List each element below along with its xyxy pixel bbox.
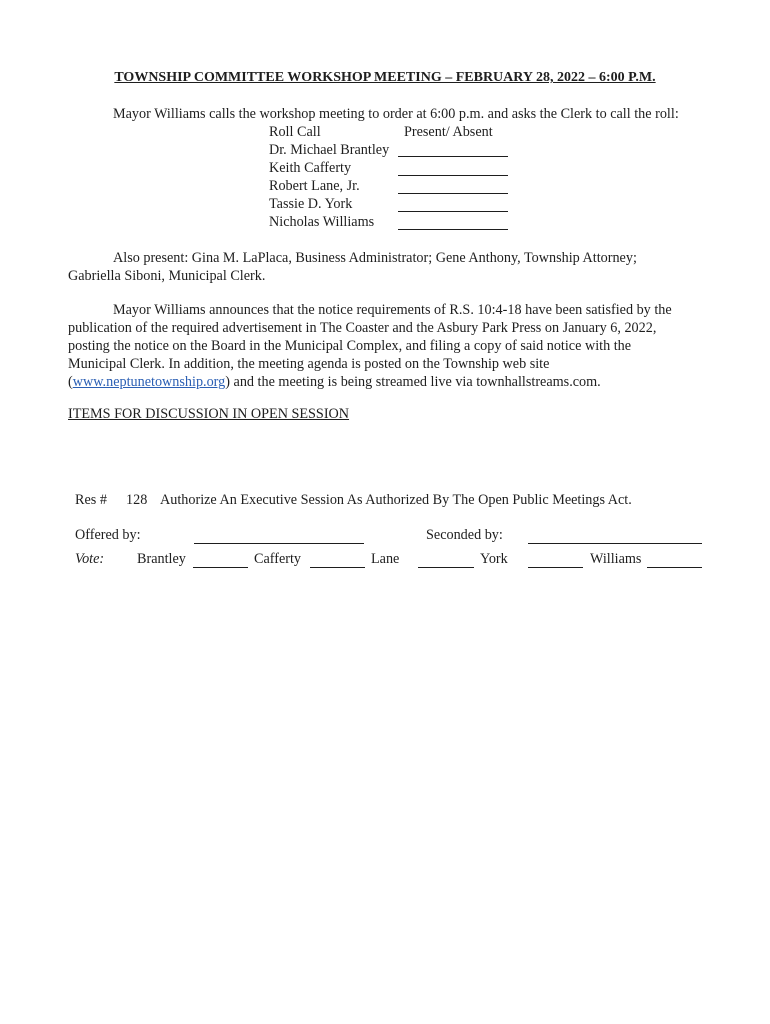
- voter-name: Brantley: [137, 551, 186, 567]
- present-absent-header: Present/ Absent: [404, 124, 493, 140]
- voter-name: Williams: [590, 551, 642, 567]
- roll-call-member: Robert Lane, Jr.: [269, 178, 360, 194]
- voter-name: Cafferty: [254, 551, 302, 567]
- roll-call-member: Nicholas Williams: [269, 214, 375, 230]
- vote-line: [310, 567, 365, 568]
- offered-by-label: Offered by:: [75, 527, 141, 543]
- township-website-link[interactable]: www.neptunetownship.org: [72, 374, 226, 390]
- seconded-by-line: [528, 543, 702, 544]
- resolution-number: 128: [126, 492, 148, 508]
- voter-name: York: [480, 551, 508, 567]
- attendance-line: [398, 156, 508, 157]
- resolution-description: Authorize An Executive Session As Authorized By The Open Public Meetings Act.: [160, 492, 632, 508]
- attendance-line: [398, 211, 508, 212]
- attendance-line: [398, 193, 508, 194]
- vote-line: [418, 567, 474, 568]
- vote-line: [647, 567, 702, 568]
- offered-by-line: [194, 543, 364, 544]
- roll-call-member: Dr. Michael Brantley: [269, 142, 390, 158]
- roll-call-member: Keith Cafferty: [269, 160, 352, 176]
- section-heading: ITEMS FOR DISCUSSION IN OPEN SESSION: [68, 406, 350, 422]
- notice-text-end: ) and the meeting is being streamed live via townhallstreams.com.: [225, 374, 601, 390]
- resolution-label: Res #: [75, 492, 107, 508]
- intro-text: Mayor Williams calls the workshop meeting to order at 6:00 p.m. and asks the Clerk to call the roll:: [113, 106, 679, 122]
- notice-text: Mayor Williams announces that the notice requirements of R.S. 10:4-18 have been satisfied by the publication of the required advertisement in The Coaster and the Asbury Park Press on January 6, 2022, posting the notice on the Board in the Municipal Complex, and filing a copy of said notice with the Municipal Clerk. In addition, the meeting agenda is posted on the Township web site (: [68, 302, 672, 390]
- roll-call-header: Roll Call: [269, 124, 321, 140]
- notice-paragraph: [68, 301, 688, 391]
- page-title: TOWNSHIP COMMITTEE WORKSHOP MEETING – FEBRUARY 28, 2022 – 6:00 P.M.: [114, 70, 656, 85]
- roll-call-member: Tassie D. York: [269, 196, 353, 212]
- vote-label: Vote:: [75, 551, 105, 567]
- vote-line: [528, 567, 583, 568]
- vote-line: [193, 567, 248, 568]
- attendance-line: [398, 175, 508, 176]
- voter-name: Lane: [371, 551, 400, 567]
- seconded-by-label: Seconded by:: [426, 527, 503, 543]
- also-present-paragraph: Also present: Gina M. LaPlaca, Business Administrator; Gene Anthony, Township Attorney; Gabriella Siboni, Municipal Clerk.: [68, 250, 637, 284]
- attendance-line: [398, 229, 508, 230]
